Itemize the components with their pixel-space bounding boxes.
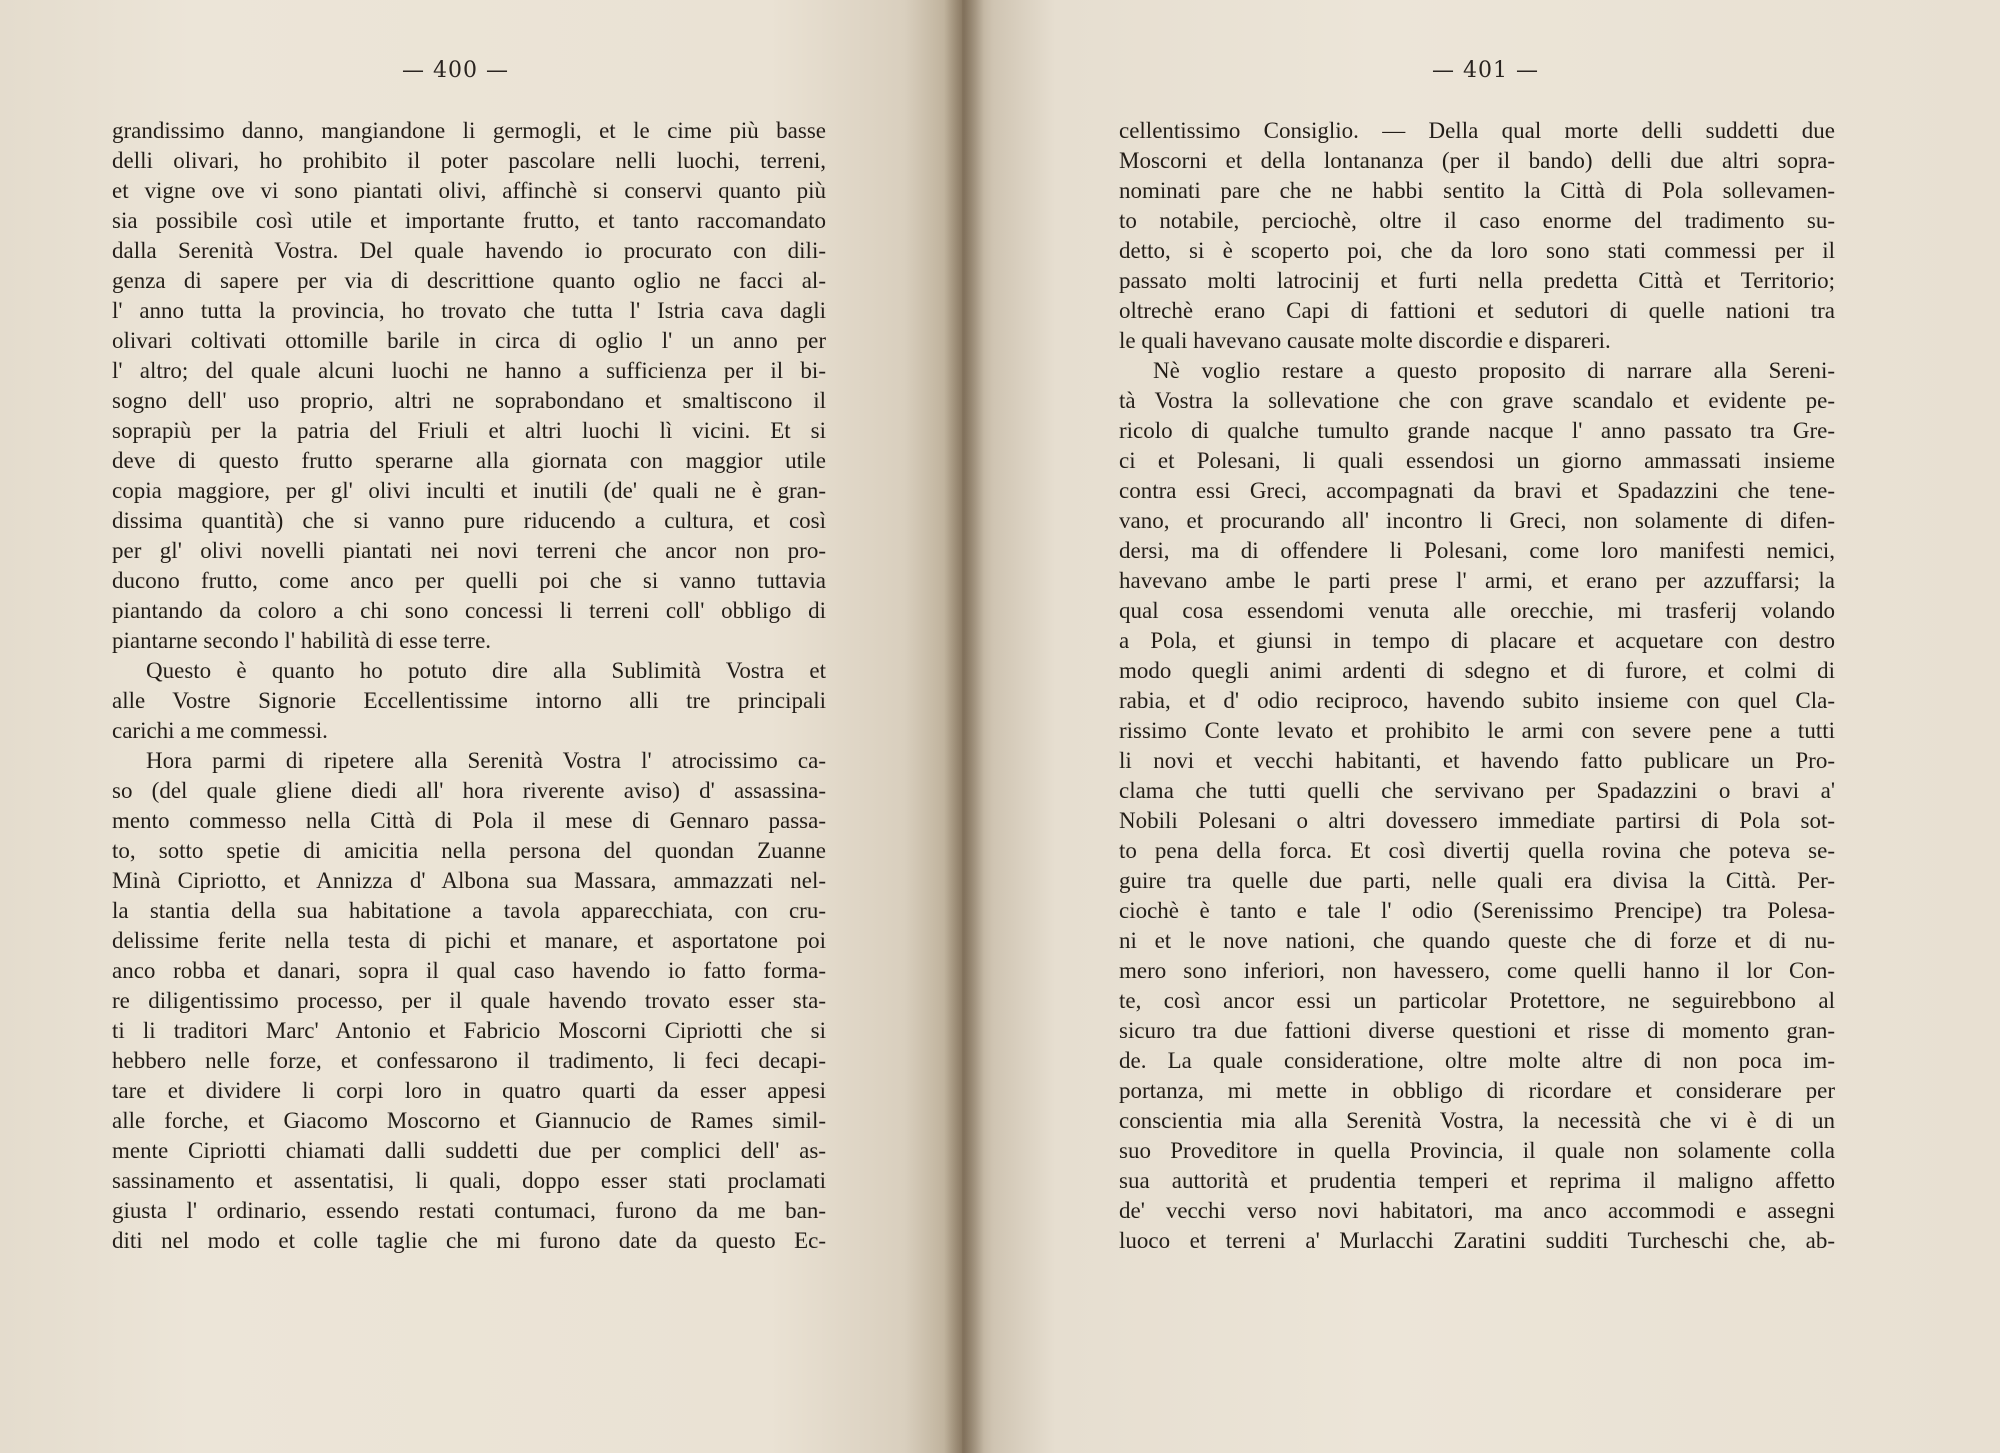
text-line: Moscorni et della lontananza (per il bando) delli due altri sopra- [1119, 148, 1835, 173]
text-line: de' vecchi verso novi habitatori, ma anco accommodi e assegni [1119, 1198, 1835, 1223]
text-line: copia maggiore, per gl' olivi inculti et inutili (de' quali ne è gran- [112, 478, 826, 503]
text-line: deve di questo frutto sperarne alla giornata con maggior utile [112, 448, 826, 473]
text-line: Questo è quanto ho potuto dire alla Sublimità Vostra et [146, 658, 826, 683]
text-line: sua auttorità et prudentia temperi et reprima il maligno affetto [1119, 1168, 1835, 1193]
text-line: to pena della forca. Et così divertij quella rovina che poteva se- [1119, 838, 1835, 863]
text-line: vano, et procurando all' incontro li Greci, non solamente di difen- [1119, 508, 1835, 533]
text-line: mento commesso nella Città di Pola il mese di Gennaro passa- [112, 808, 826, 833]
text-line: oltrechè erano Capi di fattioni et sedutori di quelle nationi tra [1119, 298, 1835, 323]
text-line: la stantia della sua habitatione a tavola apparecchiata, con cru- [112, 898, 826, 923]
text-line: li novi et vecchi habitanti, et havendo fatto publicare un Pro- [1119, 748, 1835, 773]
text-line: to, sotto spetie di amicitia nella persona del quondan Zuanne [112, 838, 826, 863]
text-line: per gl' olivi novelli piantati nei novi terreni che ancor non pro- [112, 538, 826, 563]
text-line: l' altro; del quale alcuni luochi ne hanno a sufficienza per il bi- [112, 358, 826, 383]
text-line: Nè voglio restare a questo proposito di narrare alla Sereni- [1153, 358, 1835, 383]
text-line: anco robba et danari, sopra il qual caso havendo io fatto forma- [112, 958, 826, 983]
page-text [1119, 116, 1835, 1256]
right-page [962, 0, 2000, 1453]
left-page [0, 0, 962, 1453]
text-line: to notabile, perciochè, oltre il caso enorme del tradimento su- [1119, 208, 1835, 233]
text-line: tare et dividere li corpi loro in quatro quarti da esser appesi [112, 1078, 826, 1103]
text-line: Nobili Polesani o altri dovessero immediate partirsi di Pola sot- [1119, 808, 1835, 833]
text-line: l' anno tutta la provincia, ho trovato che tutta l' Istria cava dagli [112, 298, 826, 323]
text-line: re diligentissimo processo, per il quale havendo trovato esser sta- [112, 988, 826, 1013]
page-number: — 401 — [1432, 58, 1539, 83]
text-line: sassinamento et assentatisi, li quali, doppo esser stati proclamati [112, 1168, 826, 1193]
text-line: ci et Polesani, li quali essendosi un giorno ammassati insieme [1119, 448, 1835, 473]
text-line: Hora parmi di ripetere alla Serenità Vostra l' atrocissimo ca- [146, 748, 826, 773]
text-line: grandissimo danno, mangiandone li germogli, et le cime più basse [112, 118, 826, 143]
text-line: guire tra quelle due parti, nelle quali era divisa la Città. Per- [1119, 868, 1835, 893]
text-line: Minà Cipriotto, et Annizza d' Albona sua Massara, ammazzati nel- [112, 868, 826, 893]
text-line: tà Vostra la sollevatione che con grave scandalo et evidente pe- [1119, 388, 1835, 413]
text-line: sia possibile così utile et importante frutto, et tanto raccomandato [112, 208, 826, 233]
text-line: olivari coltivati ottomille barile in circa di oglio l' un anno per [112, 328, 826, 353]
text-line: hebbero nelle forze, et confessarono il tradimento, li feci decapi- [112, 1048, 826, 1073]
text-line: qual cosa essendomi venuta alle orecchie, mi trasferij volando [1119, 598, 1835, 623]
text-line: ti li traditori Marc' Antonio et Fabricio Moscorni Cipriotti che si [112, 1018, 826, 1043]
text-line: portanza, mi mette in obbligo di ricordare et considerare per [1119, 1078, 1835, 1103]
text-line: clama che tutti quelli che servivano per Spadazzini o bravi a' [1119, 778, 1835, 803]
text-line: de. La quale consideratione, oltre molte altre di non poca im- [1119, 1048, 1835, 1073]
text-line: ni et le nove nationi, che quando queste che di forze et di nu- [1119, 928, 1835, 953]
text-line: carichi a me commessi. [112, 718, 328, 743]
text-line: te, così ancor essi un particolar Protettore, ne seguirebbono al [1119, 988, 1835, 1013]
text-line: mero sono inferiori, non havessero, come quelli hanno il lor Con- [1119, 958, 1835, 983]
text-line: rabia, et d' odio reciproco, havendo subito insieme con quel Cla- [1119, 688, 1835, 713]
text-line: soprapiù per la patria del Friuli et altri luochi lì vicini. Et si [112, 418, 826, 443]
text-line: havevano ambe le parti prese l' armi, et erano per azzuffarsi; la [1119, 568, 1835, 593]
page-text [112, 116, 826, 1256]
text-line: detto, si è scoperto poi, che da loro sono stati commessi per il [1119, 238, 1835, 263]
text-line: mente Cipriotti chiamati dalli suddetti due per complici dell' as- [112, 1138, 826, 1163]
text-line: suo Proveditore in quella Provincia, il quale non solamente colla [1119, 1138, 1835, 1163]
text-line: sicuro tra due fattioni diverse questioni et risse di momento gran- [1119, 1018, 1835, 1043]
text-line: le quali havevano causate molte discordie e dispareri. [1119, 328, 1611, 353]
text-line: delissime ferite nella testa di pichi et manare, et asportatone poi [112, 928, 826, 953]
text-line: nominati pare che ne habbi sentito la Città di Pola sollevamen- [1119, 178, 1835, 203]
text-line: diti nel modo et colle taglie che mi furono date da questo Ec- [112, 1228, 826, 1253]
text-line: ciochè è tanto e tale l' odio (Serenissimo Prencipe) tra Polesa- [1119, 898, 1835, 923]
text-line: conscientia mia alla Serenità Vostra, la necessità che vi è di un [1119, 1108, 1835, 1133]
text-line: delli olivari, ho prohibito il poter pascolare nelli luochi, terreni, [112, 148, 826, 173]
text-line: dalla Serenità Vostra. Del quale havendo io procurato con dili- [112, 238, 826, 263]
text-line: et vigne ove vi sono piantati olivi, affinchè si conservi quanto più [112, 178, 826, 203]
text-line: piantando da coloro a chi sono concessi li terreni coll' obbligo di [112, 598, 826, 623]
text-line: modo quegli animi ardenti di sdegno et di furore, et colmi di [1119, 658, 1835, 683]
text-line: dissima quantità) che si vanno pure riducendo a cultura, et così [112, 508, 826, 533]
text-line: ricolo di qualche tumulto grande nacque l' anno passato tra Gre- [1119, 418, 1835, 443]
text-line: contra essi Greci, accompagnati da bravi et Spadazzini che tene- [1119, 478, 1835, 503]
text-line: so (del quale gliene diedi all' hora riverente aviso) d' assassina- [112, 778, 826, 803]
text-line: giusta l' ordinario, essendo restati contumaci, furono da me ban- [112, 1198, 826, 1223]
text-line: a Pola, et giunsi in tempo di placare et acquetare con destro [1119, 628, 1835, 653]
text-line: sogno dell' uso proprio, altri ne soprabondano et smaltiscono il [112, 388, 826, 413]
text-line: luoco et terreni a' Murlacchi Zaratini sudditi Turcheschi che, ab- [1119, 1228, 1835, 1253]
text-line: alle Vostre Signorie Eccellentissime intorno alli tre principali [112, 688, 826, 713]
text-line: dersi, ma di offendere li Polesani, come loro manifesti nemici, [1119, 538, 1835, 563]
text-line: rissimo Conte levato et prohibito le armi con severe pene a tutti [1119, 718, 1835, 743]
page-number: — 400 — [402, 58, 509, 83]
text-line: genza di sapere per via di descrittione quanto oglio ne facci al- [112, 268, 826, 293]
book-gutter [944, 0, 984, 1453]
text-line: piantarne secondo l' habilità di esse terre. [112, 628, 492, 653]
text-line: cellentissimo Consiglio. — Della qual morte delli suddetti due [1119, 118, 1835, 143]
text-line: ducono frutto, come anco per quelli poi che si vanno tuttavia [112, 568, 826, 593]
text-line: passato molti latrocinij et furti nella predetta Città et Territorio; [1119, 268, 1835, 293]
text-line: alle forche, et Giacomo Moscorno et Giannucio de Rames simil- [112, 1108, 826, 1133]
